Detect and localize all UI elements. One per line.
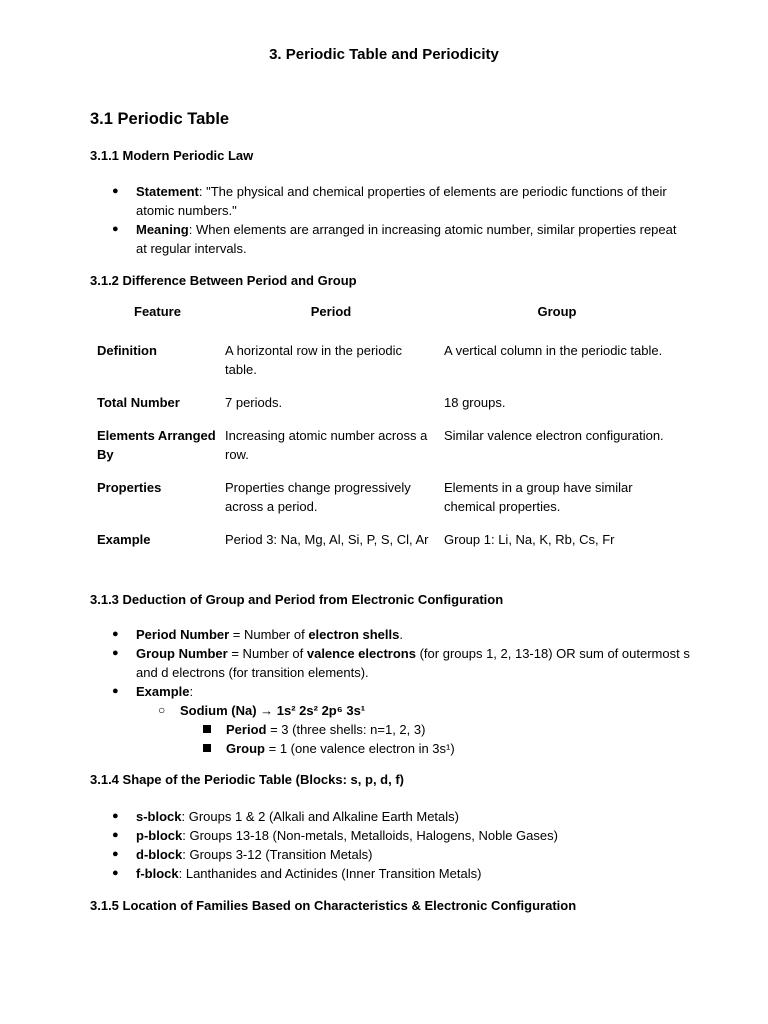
list-item: ● Example: — [112, 684, 194, 699]
table-cell: Group 1: Li, Na, K, Rb, Cs, Fr — [444, 532, 615, 547]
table-cell: Increasing atomic number across a row. — [225, 428, 428, 462]
subsection-heading-312: 3.1.2 Difference Between Period and Group — [90, 273, 357, 288]
list-item: ● s-block: Groups 1 & 2 (Alkali and Alkaline Earth Metals) — [112, 809, 459, 824]
subsection-heading-313: 3.1.3 Deduction of Group and Period from Electronic Configuration — [90, 592, 504, 607]
list-item: ● Meaning: When elements are arranged in increasing atomic number, similar properties repeat at regular intervals. — [112, 222, 677, 256]
table-cell: Properties change progressively across a period. — [225, 480, 411, 514]
table-row — [90, 525, 670, 558]
list-item: ● d-block: Groups 3-12 (Transition Metals) — [112, 847, 373, 862]
table-header-row — [90, 300, 670, 336]
circle-bullet-icon: ○ — [158, 703, 166, 717]
table-row — [90, 473, 670, 525]
bullet-icon: ● — [112, 647, 119, 659]
table-cell: Period 3: Na, Mg, Al, Si, P, S, Cl, Ar — [225, 532, 429, 547]
table-cell: A horizontal row in the periodic table. — [225, 343, 403, 377]
row-label: Properties — [97, 480, 162, 495]
list-item: ○ Sodium (Na) → 1s² 2s² 2p⁶ 3s¹ — [158, 703, 366, 718]
table-cell: Similar valence electron configuration. — [444, 428, 664, 443]
period-group-table — [90, 300, 670, 558]
subsection-heading-314: 3.1.4 Shape of the Periodic Table (Blocks: s, p, d, f) — [90, 772, 404, 787]
section-heading: 3.1 Periodic Table — [90, 110, 230, 128]
bullet-icon: ● — [112, 223, 119, 235]
column-header: Group — [537, 304, 577, 319]
square-bullet-icon — [203, 744, 211, 752]
subsection-heading-315: 3.1.5 Location of Families Based on Characteristics & Electronic Configuration — [90, 898, 577, 913]
blocks-list — [90, 807, 690, 883]
column-header: Feature — [134, 304, 181, 319]
table-cell: 7 periods. — [225, 395, 283, 410]
table-cell: Elements in a group have similar chemical properties. — [444, 480, 633, 514]
list-item: Group = 1 (one valence electron in 3s¹) — [90, 739, 690, 758]
table-cell: 18 groups. — [444, 395, 506, 410]
bullet-icon: ● — [112, 685, 119, 697]
row-label: Example — [97, 532, 151, 547]
deduction-list — [90, 625, 690, 758]
table-row — [90, 421, 670, 473]
list-item: ● f-block: Lanthanides and Actinides (Inner Transition Metals) — [112, 866, 482, 881]
row-label: Elements Arranged By — [97, 428, 216, 462]
bullet-icon: ● — [112, 867, 119, 879]
row-label: Total Number — [97, 395, 180, 410]
bullet-icon: ● — [112, 848, 119, 860]
list-item: ● p-block: Groups 13-18 (Non-metals, Metalloids, Halogens, Noble Gases) — [112, 828, 558, 843]
subsection-heading-311: 3.1.1 Modern Periodic Law — [90, 148, 254, 163]
column-header: Period — [310, 304, 352, 319]
list-item: ● Statement: "The physical and chemical properties of elements are periodic functions of their atomic numbers." — [112, 184, 667, 218]
document-title: 3. Periodic Table and Periodicity — [269, 46, 499, 63]
bullet-icon: ● — [112, 628, 119, 640]
table-row — [90, 388, 670, 421]
row-label: Definition — [97, 343, 157, 358]
bullet-icon: ● — [112, 185, 119, 197]
table-cell: A vertical column in the periodic table. — [444, 343, 663, 358]
list-item: ● Group Number = Number of valence electrons (for groups 1, 2, 13-18) OR sum of outermost s and d electrons (for transition elements). — [112, 646, 690, 680]
list-item: Period = 3 (three shells: n=1, 2, 3) — [90, 720, 690, 739]
table-row — [90, 336, 670, 388]
law-list — [90, 182, 690, 258]
bullet-icon: ● — [112, 829, 119, 841]
square-bullet-icon — [203, 725, 211, 733]
list-item: ● Period Number = Number of electron shells. — [112, 627, 403, 642]
bullet-icon: ● — [112, 810, 119, 822]
